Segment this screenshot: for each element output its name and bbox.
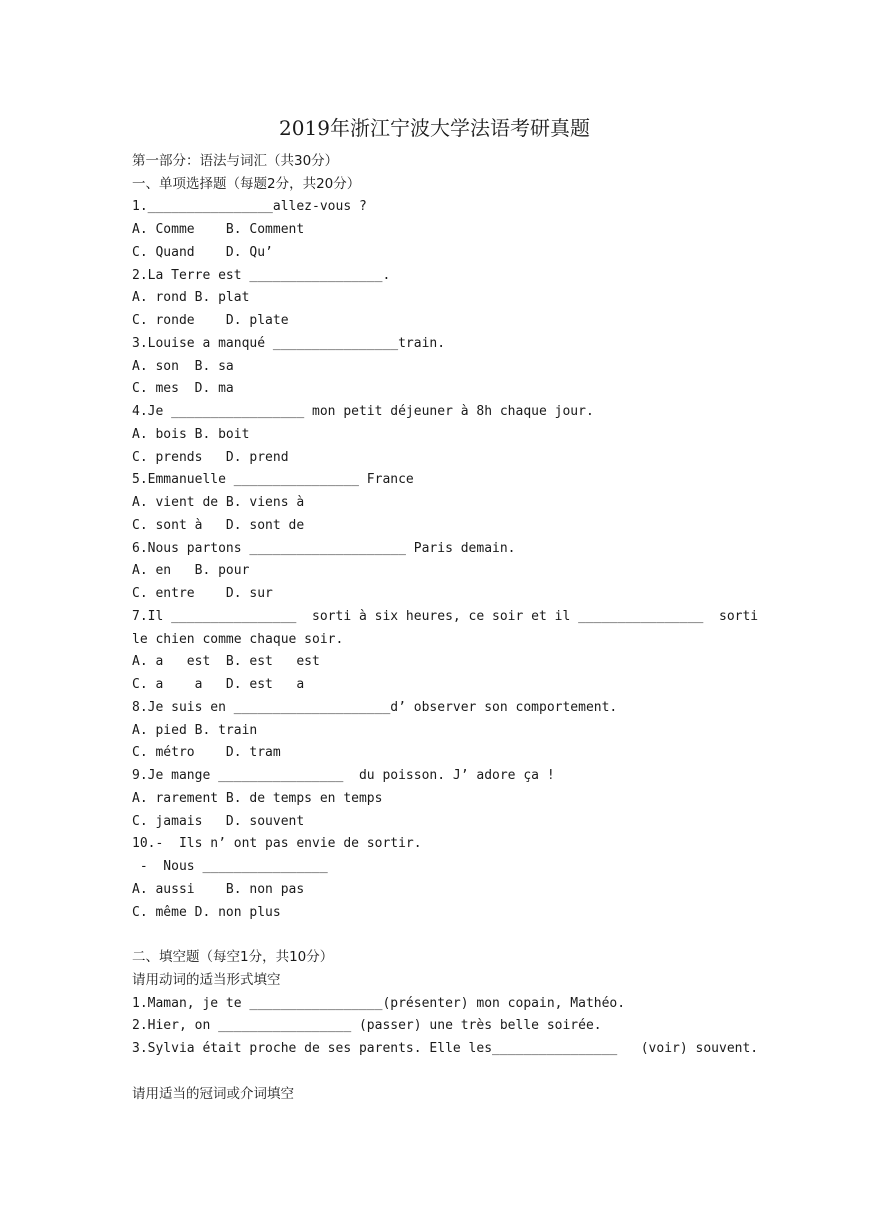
question-line: 5.Emmanuelle ________________ France (132, 472, 414, 487)
option-line: A. son B. sa (132, 359, 234, 374)
option-line: A. pied B. train (132, 723, 258, 738)
question-line: 2.La Terre est _________________. (132, 268, 391, 283)
option-line: C. Quand D. Qu’ (132, 245, 273, 260)
option-line: A. rond B. plat (132, 290, 250, 305)
option-line: C. mes D. ma (132, 381, 234, 396)
option-line: C. métro D. tram (132, 745, 281, 760)
option-line: C. prends D. prend (132, 450, 289, 465)
part-one-heading: 第一部分：语法与词汇（共30分） (132, 153, 339, 169)
question-line-continued: le chien comme chaque soir. (132, 632, 344, 647)
question-line: 10.- Ils n’ ont pas envie de sortir. (132, 836, 422, 851)
instruction-articles-prepositions: 请用适当的冠词或介词填空 (132, 1086, 294, 1102)
section-heading-fill-blank: 二、填空题（每空1分，共10分） (132, 949, 334, 965)
option-line: C. a a D. est a (132, 677, 305, 692)
fill-blank-line: 3.Sylvia était proche de ses parents. Elle les________________ (voir) souvent. (132, 1041, 759, 1056)
option-line: A. vient de B. viens à (132, 495, 305, 510)
question-line: 4.Je _________________ mon petit déjeuner à 8h chaque jour. (132, 404, 594, 419)
option-line: A. bois B. boit (132, 427, 250, 442)
exam-title: 2019年浙江宁波大学法语考研真题 (279, 116, 590, 140)
question-line: 7.Il ________________ sorti à six heures, ce soir et il ________________ sorti (132, 609, 759, 624)
option-line: A. a est B. est est (132, 654, 320, 669)
option-line: C. ronde D. plate (132, 313, 289, 328)
question-line: 3.Louise a manqué ________________train. (132, 336, 446, 351)
instruction-verbs: 请用动词的适当形式填空 (132, 972, 281, 988)
option-line: C. jamais D. souvent (132, 814, 305, 829)
option-line: C. sont à D. sont de (132, 518, 305, 533)
fill-blank-line: 2.Hier, on _________________ (passer) une très belle soirée. (132, 1018, 602, 1033)
question-line: 9.Je mange ________________ du poisson. J’ adore ça ! (132, 768, 555, 783)
question-line: 6.Nous partons ____________________ Paris demain. (132, 541, 516, 556)
option-line: C. entre D. sur (132, 586, 273, 601)
question-line-continued: - Nous ________________ (132, 859, 328, 874)
option-line: A. Comme B. Comment (132, 222, 305, 237)
option-line: A. rarement B. de temps en temps (132, 791, 383, 806)
question-line: 1.________________allez-vous ? (132, 199, 367, 214)
question-line: 8.Je suis en ____________________d’ observer son comportement. (132, 700, 618, 715)
section-heading-multiple-choice: 一、单项选择题（每题2分，共20分） (132, 176, 361, 192)
fill-blank-line: 1.Maman, je te _________________(présenter) mon copain, Mathéo. (132, 996, 626, 1011)
option-line: A. aussi B. non pas (132, 882, 305, 897)
option-line: C. même D. non plus (132, 905, 281, 920)
option-line: A. en B. pour (132, 563, 250, 578)
